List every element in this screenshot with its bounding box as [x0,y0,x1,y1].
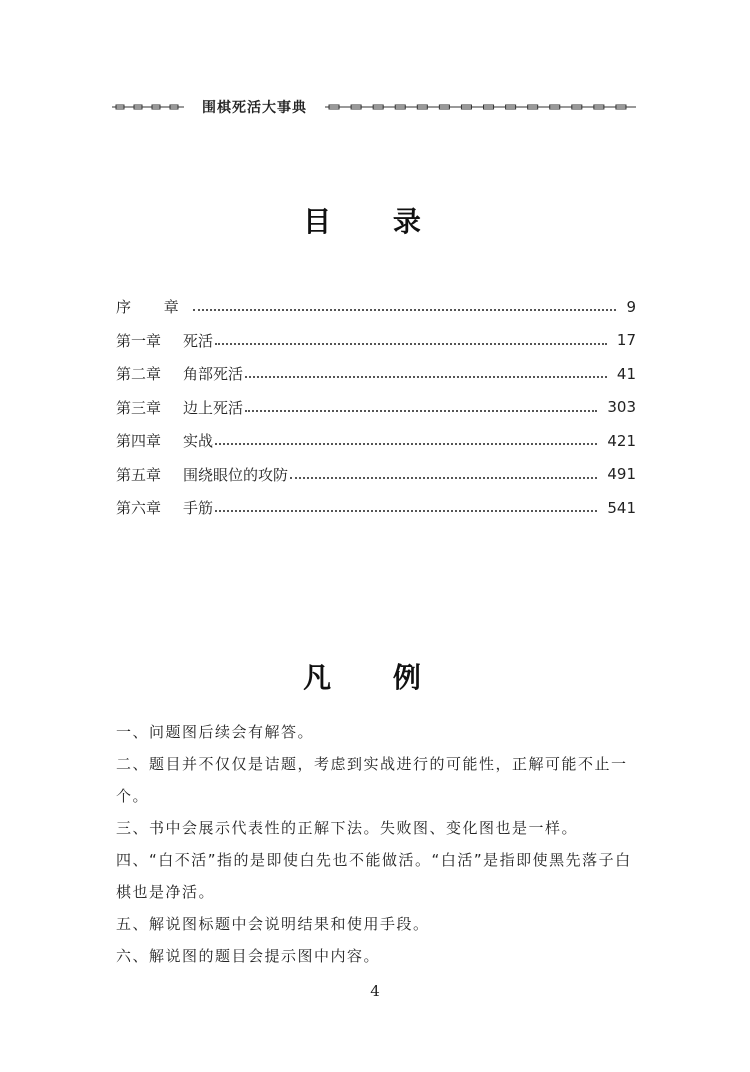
note-item: 一、问题图后续会有解答。 [116,723,315,741]
toc-leader [245,375,607,378]
toc-leader [215,342,607,345]
toc-page-number: 9 [626,297,636,316]
note-item: 六、解说图的题目会提示图中内容。 [116,947,381,965]
toc-leader [193,308,617,311]
toc-page-number: 421 [607,431,636,450]
toc-chapter: 第一章 [116,331,162,350]
toc-chapter: 第四章 [116,432,162,451]
running-header [112,94,636,120]
toc-chapter-title: 边上死活 [183,398,244,417]
toc-page-number: 541 [607,498,636,517]
toc-chapter: 第二章 [116,365,162,384]
note-item: 五、解说图标题中会说明结果和使用手段。 [116,915,430,933]
toc-entry[interactable] [116,357,636,391]
toc-leader [215,442,597,445]
table-of-contents [116,290,636,525]
note-item: 四、“白不活”指的是即使白先也不能做活。“白活”是指即使黑先落子白棋也是净活。 [116,851,632,901]
toc-entry[interactable] [116,391,636,425]
toc-entry[interactable] [116,458,636,492]
toc-leader [290,476,597,479]
page-number: 4 [370,982,380,1000]
header-title: 围棋死活大事典 [202,100,307,116]
toc-chapter-title: 围绕眼位的攻防 [183,465,289,484]
toc-chapter: 第六章 [116,499,162,518]
toc-entry[interactable] [116,424,636,458]
toc-chapter: 第五章 [116,465,162,484]
toc-leader [215,509,597,512]
toc-entry[interactable] [116,324,636,358]
toc-chapter-title: 角部死活 [183,365,244,384]
toc-chapter-title: 死活 [183,331,214,350]
toc-chapter-title: 手筋 [183,499,214,518]
toc-entry[interactable] [116,491,636,525]
toc-chapter-title: 实战 [183,432,214,451]
toc-chapter: 序 章 [116,298,193,317]
header-ornament-left [112,103,184,111]
toc-chapter: 第三章 [116,398,162,417]
toc-page-number: 41 [616,364,636,383]
note-item: 二、题目并不仅仅是诘题，考虑到实战进行的可能性，正解可能不止一个。 [116,755,628,805]
header-ornament-right [325,103,636,111]
toc-leader [245,409,597,412]
toc-page-number: 17 [616,331,636,350]
notes-list [116,716,640,972]
notes-heading: 凡 例 [303,661,447,694]
toc-page-number: 491 [607,465,636,484]
toc-heading: 目 录 [303,205,447,238]
toc-entry[interactable] [116,290,636,324]
note-item: 三、书中会展示代表性的正解下法。失败图、变化图也是一样。 [116,819,579,837]
toc-page-number: 303 [607,398,636,417]
